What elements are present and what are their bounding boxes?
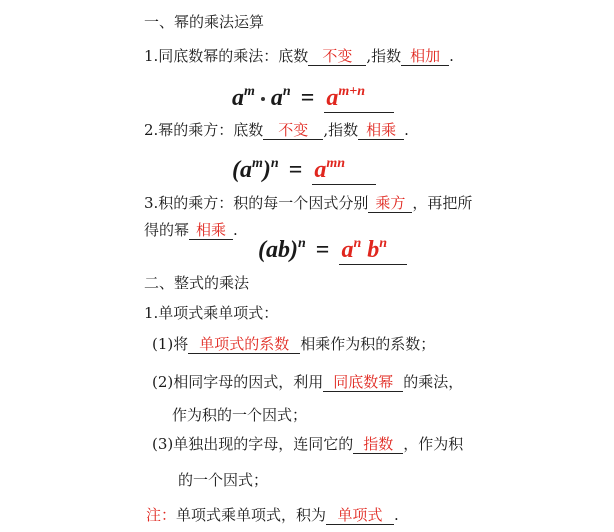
formula-2-answer: $a^{mn}$ [312,150,376,185]
point-1-blank: 单项式的系数 [188,335,300,354]
point-2-line-2: 作为积的一个因式； [172,406,308,424]
note: 注：单项式乘单项式，积为 单项式 . [146,506,399,524]
item-1-text: 1.同底数幂的乘法：底数 [144,47,309,65]
point-3-blank: 指数 [353,435,403,454]
formula-3: $(ab)^n = a^n$ $b^n$ [258,230,407,265]
section-title-1: 一、幂的乘法运算 [144,13,265,31]
formula-2: $(a^m)^n = a^{mn}$ [232,150,376,185]
note-blank: 单项式 [326,506,394,525]
point-3: (3)单独出现的字母，连同它的 指数 ，作为积 [152,435,464,453]
item-1-end: . [449,47,454,65]
item-1-blank-1: 不变 [308,47,366,66]
point-3-line-2: 的一个因式； [178,471,269,489]
item-1-blank-2: 相加 [401,47,449,66]
item-1-mid: ,指数 [366,47,402,65]
multiply-dot-icon [261,97,265,101]
formula-1: $a^m$ $a^n = a^{m+n}$ [232,78,394,113]
item-3-line-2: 得的幂 相乘 . [144,221,238,239]
item-3-blank-2: 相乘 [189,221,233,240]
subsection-1: 1.单项式乘单项式： [144,304,279,322]
item-1 [144,46,454,66]
point-2-blank: 同底数幂 [323,373,403,392]
point-2: (2)相同字母的因式，利用 同底数幂 的乘法， [152,373,464,391]
formula-1-answer: $a^{m+n}$ [324,78,394,113]
item-2-blank-2: 相乘 [358,121,404,140]
section-title-2: 二、整式的乘法 [144,274,250,292]
item-2: 2.幂的乘方：底数 不变 ,指数 相乘 . [144,121,409,139]
item-2-blank-1: 不变 [263,121,323,140]
point-1: (1)将 单项式的系数 相乘作为积的系数； [152,335,436,353]
item-3: 3.积的乘方：积的每一个因式分别 乘方 ，再把所 [144,194,473,212]
note-label: 注： [146,506,177,524]
item-3-blank-1: 乘方 [368,194,412,213]
formula-3-answer: $a^n$ $b^n$ [339,230,407,265]
